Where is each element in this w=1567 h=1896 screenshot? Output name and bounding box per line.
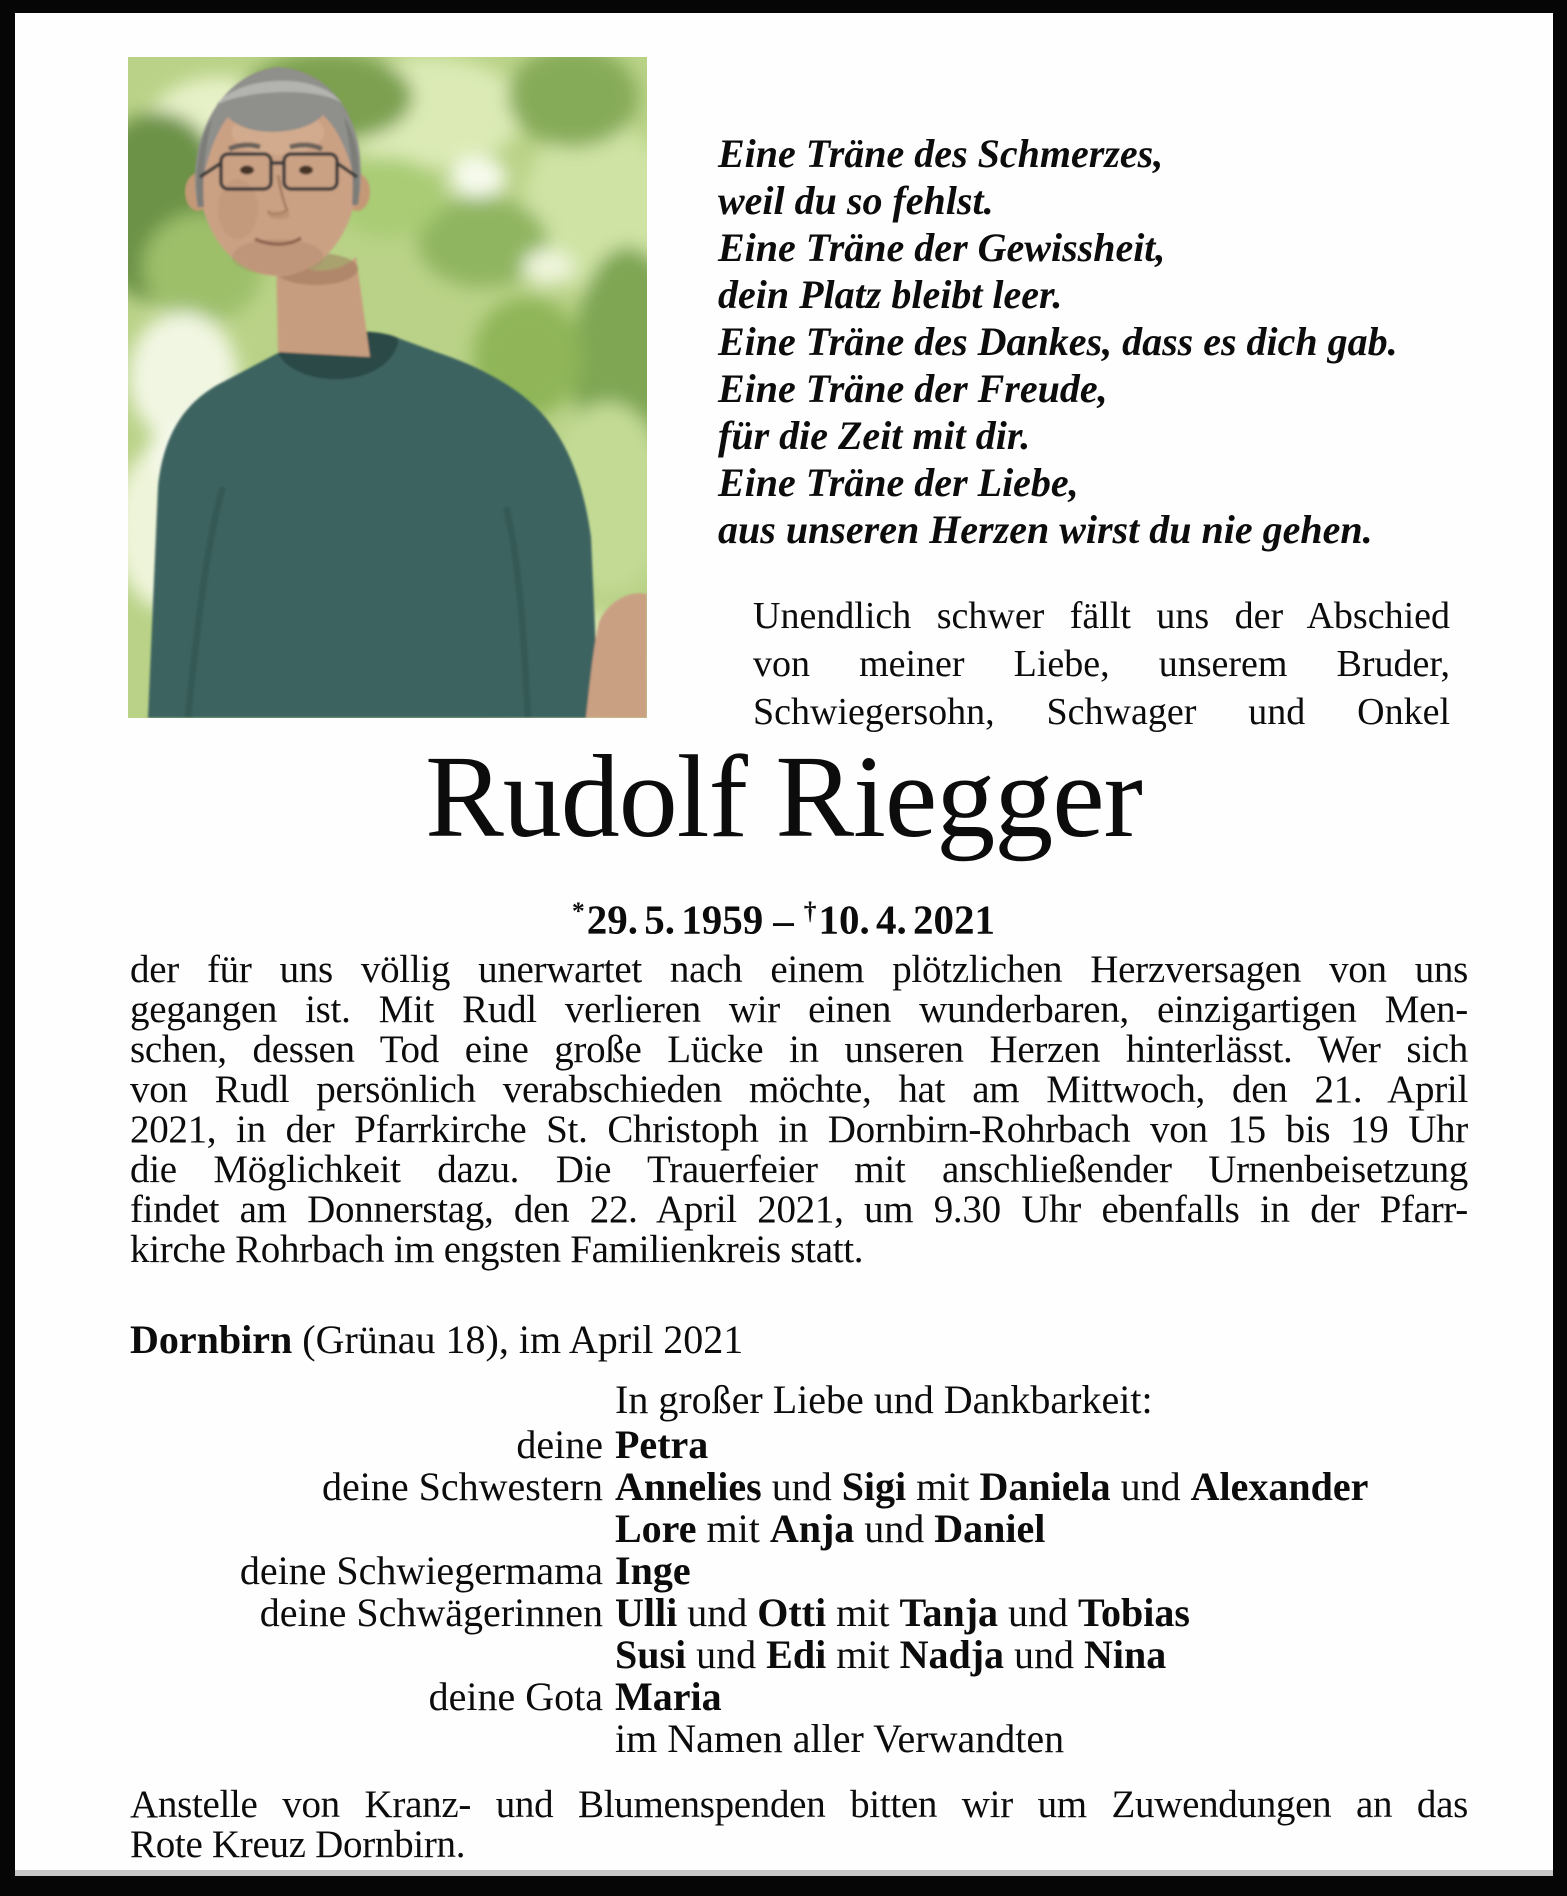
mourner-relation-label: deine Gota	[428, 1674, 603, 1719]
portrait-photo-graphic	[128, 57, 647, 718]
mourner-row	[130, 1550, 1475, 1592]
text-line: weil du so fehlst.	[718, 178, 994, 223]
mourner-relation-label	[130, 1508, 615, 1550]
dateline-place: Dornbirn	[130, 1317, 293, 1362]
portrait-photo	[128, 57, 647, 718]
mourner-row	[130, 1592, 1475, 1634]
text-line: Rote Kreuz Dornbirn.	[130, 1823, 466, 1866]
text-line: Eine Träne des Dankes, dass es dich gab.	[718, 319, 1398, 364]
text-line: gegangen ist. Mit Rudl verlieren wir einen wunderbaren, einzigartigen Men-	[130, 988, 1468, 1031]
text-line: Anstelle von Kranz- und Blumenspenden bitten wir um Zuwendungen an das	[130, 1783, 1468, 1826]
dates-separator: –	[773, 896, 794, 943]
mourner-row	[130, 1466, 1475, 1508]
mourner-connector: mit	[696, 1506, 770, 1551]
mourner-connector: und	[998, 1590, 1079, 1635]
text-line: Eine Träne des Schmerzes,	[718, 131, 1164, 176]
scan-artifact-line	[15, 1870, 1553, 1876]
text-line: die Möglichkeit dazu. Die Trauerfeier mit anschließender Urnenbeisetzung	[130, 1148, 1468, 1191]
mourner-connector: und	[761, 1464, 842, 1509]
mourner-names	[615, 1718, 1475, 1760]
mourner-name: Susi	[615, 1632, 687, 1677]
mourner-name: Edi	[766, 1632, 827, 1677]
mourner-name: Ulli	[615, 1590, 678, 1635]
mourner-row	[130, 1718, 1475, 1760]
closing-line: In großer Liebe und Dankbarkeit:	[615, 1377, 1153, 1422]
mourner-name: Tanja	[899, 1590, 999, 1635]
mourner-names	[615, 1508, 1475, 1550]
mourner-connector: und	[1004, 1632, 1085, 1677]
mourner-name: Inge	[615, 1548, 691, 1593]
mourner-name: Tobias	[1078, 1590, 1190, 1635]
text-line: Eine Träne der Liebe,	[718, 460, 1079, 505]
mourner-connector: mit	[826, 1632, 900, 1677]
mourner-relation-label	[130, 1634, 615, 1676]
mourner-connector: und	[1110, 1464, 1191, 1509]
text-line: Schwiegersohn, Schwager und Onkel	[753, 691, 1450, 733]
mourner-name: Daniela	[979, 1464, 1111, 1509]
text-line: 2021, in der Pfarrkirche St. Christoph in Dornbirn-Rohrbach von 15 bis 19 Uhr	[130, 1108, 1468, 1151]
mourner-names	[615, 1466, 1475, 1508]
text-line: Eine Träne der Gewissheit,	[718, 225, 1166, 270]
text-line: schen, dessen Tod eine große Lücke in unseren Herzen hinterlässt. Wer sich	[130, 1028, 1468, 1071]
obituary-text	[130, 950, 1468, 1270]
mourner-name: Nina	[1084, 1632, 1167, 1677]
dateline-rest: (Grünau 18), im April 2021	[292, 1317, 744, 1362]
birth-date: 29. 5. 1959	[586, 896, 764, 943]
mourner-row	[130, 1424, 1475, 1466]
mourner-name: Daniel	[934, 1506, 1046, 1551]
mourner-name: Petra	[615, 1422, 709, 1467]
mourner-connector: im Namen aller Verwandten	[615, 1716, 1065, 1761]
mourner-connector: mit	[906, 1464, 980, 1509]
memorial-poem	[718, 130, 1458, 553]
mourner-relation-label: deine	[516, 1422, 603, 1467]
mourner-names	[615, 1634, 1475, 1676]
text-line: von Rudl persönlich verabschieden möchte, hat am Mittwoch, den 21. April	[130, 1068, 1468, 1111]
birth-symbol: *	[572, 897, 585, 925]
mourner-name: Maria	[615, 1674, 722, 1719]
text-line: Unendlich schwer fällt uns der Abschied	[753, 595, 1450, 637]
text-line: findet am Donnerstag, den 22. April 2021, um 9.30 Uhr ebenfalls in der Pfarr-	[130, 1188, 1468, 1231]
mourner-connector: mit	[826, 1590, 900, 1635]
mourner-name: Anja	[769, 1506, 855, 1551]
mourner-relation-label: deine Schwägerinnen	[259, 1590, 603, 1635]
mourner-connector: und	[686, 1632, 767, 1677]
mourners-list	[130, 1424, 1475, 1760]
text-line: kirche Rohrbach im engsten Familienkreis statt.	[130, 1228, 864, 1271]
life-dates	[0, 885, 1567, 946]
text-line: dein Platz bleibt leer.	[718, 272, 1063, 317]
text-line: der für uns völlig unerwartet nach einem plötzlichen Herzversagen von uns	[130, 948, 1468, 991]
mourner-row	[130, 1508, 1475, 1550]
mourner-names	[615, 1550, 1475, 1592]
mourner-names	[615, 1676, 1475, 1718]
mourner-connector: und	[677, 1590, 758, 1635]
mourner-row	[130, 1676, 1475, 1718]
death-symbol: †	[803, 897, 817, 925]
donation-note	[130, 1785, 1468, 1865]
text-line: von meiner Liebe, unserem Bruder,	[753, 643, 1450, 685]
mourner-name: Lore	[615, 1506, 697, 1551]
death-date: 10. 4. 2021	[818, 896, 995, 943]
mourner-relation-label	[130, 1718, 615, 1760]
mourner-name: Nadja	[899, 1632, 1005, 1677]
mourner-connector: und	[854, 1506, 935, 1551]
deceased-name: Rudolf Riegger	[425, 731, 1142, 862]
dateline	[130, 1318, 743, 1362]
mourner-relation-label: deine Schwiegermama	[239, 1548, 603, 1593]
mourner-names	[615, 1592, 1475, 1634]
text-line: Eine Träne der Freude,	[718, 366, 1108, 411]
mourner-name: Sigi	[841, 1464, 907, 1509]
mourner-name: Otti	[757, 1590, 827, 1635]
mourner-names	[615, 1424, 1475, 1466]
text-line: aus unseren Herzen wirst du nie gehen.	[718, 507, 1373, 552]
mourner-row	[130, 1634, 1475, 1676]
mourner-name: Alexander	[1190, 1464, 1369, 1509]
mourner-name: Annelies	[615, 1464, 762, 1509]
farewell-paragraph	[753, 592, 1450, 736]
mourner-relation-label: deine Schwestern	[321, 1464, 603, 1509]
text-line: für die Zeit mit dir.	[718, 413, 1031, 458]
